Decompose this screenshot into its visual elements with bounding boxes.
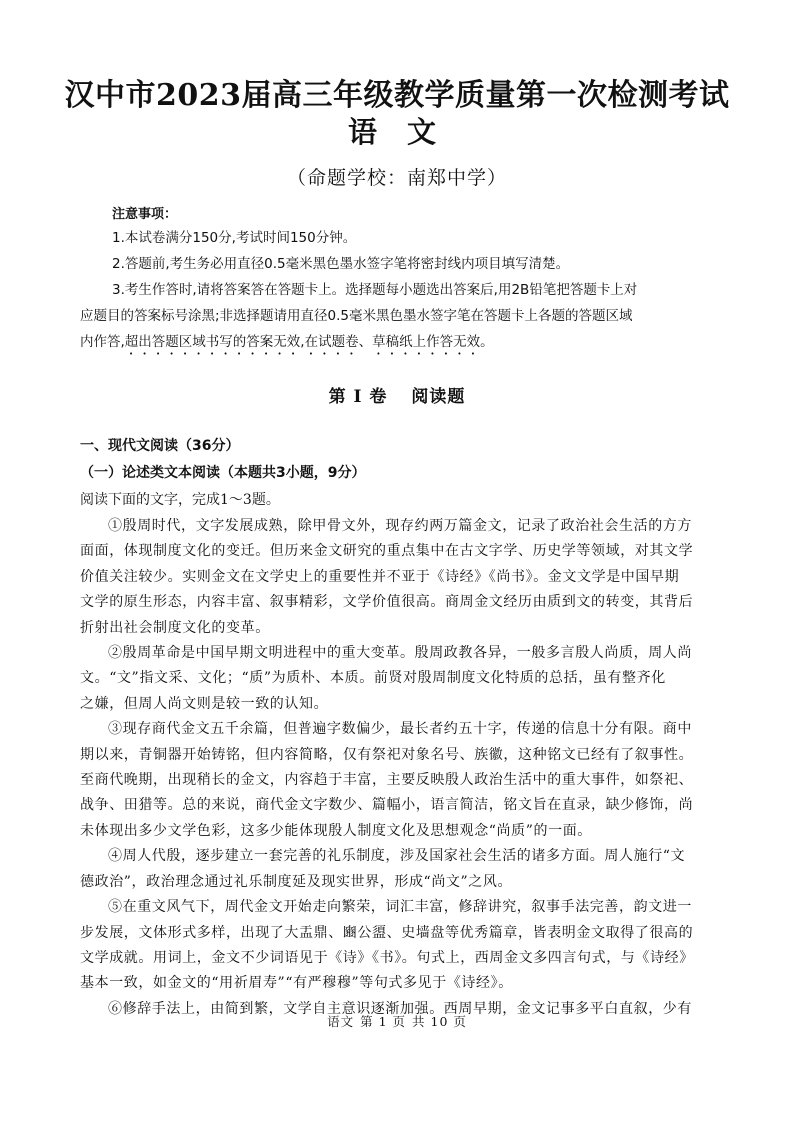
passage-line: 德政治”，政治理念通过礼乐制度延及现实世界，形成“尚文”之风。	[80, 873, 513, 890]
reading-instruction: 阅读下面的文字，完成1～3题。	[80, 492, 280, 508]
notice-heading: 注意事项：	[112, 207, 178, 222]
passage-line: 未体现出多少文学色彩，这多少能体现殷人制度文化及思想观念“尚质”的一面。	[80, 822, 592, 839]
volume-number: 第 I 卷	[328, 387, 388, 407]
passage-line: 期以来，青铜器开始铸铭，但内容简略，仅有祭祀对象名号、族徽，这种铭文已经有了叙事性。	[80, 746, 694, 763]
passage-line: 文学成就。用词上，金文不少词语见于《诗》《书》。句式上，西周金文多四言句式，与《诗经》	[80, 949, 694, 966]
notice-item-3-line-2: 应题目的答案标号涂黑;非选择题请用直径0.5毫米黑色墨水签字笔在答题卡上各题的答题区域	[80, 308, 633, 324]
passage-line: 至商代晚期，出现稍长的金文，内容趋于丰富，主要反映殷人政治生活中的重大事件，如祭祀、	[80, 772, 694, 789]
passage-line: ⑤在重文风气下，周代金文开始走向繁荣，词汇丰富，修辞讲究，叙事手法完善，韵文进一	[108, 899, 692, 916]
passage-line: 文。“文”指文采、文化；“质”为质朴、本质。前贤对殷周制度文化特质的总括，虽有整齐化	[80, 670, 666, 687]
passage-line: 步发展，文体形式多样，出现了大盂鼎、豳公盨、史墙盘等优秀篇章，皆表明金文取得了很高的	[80, 924, 694, 941]
passage-line: ⑥修辞手法上，由简到繁，文学自主意识逐渐加强。西周早期，金文记事多平白直叙，少有	[108, 1000, 692, 1017]
passage-line: 基本一致，如金文的“用祈眉寿”“有严穆穆”等句式多见于《诗经》。	[80, 975, 513, 992]
volume-heading	[0, 382, 794, 407]
passage-line: ①殷周时代，文字发展成熟，除甲骨文外，现存约两万篇金文，记录了政治社会生活的方方	[108, 518, 692, 534]
notice-item-1: 1.本试卷满分150分,考试时间150分钟。	[112, 230, 357, 246]
passage-line: ②殷周革命是中国早期文明进程中的重大变革。殷周政教各异，一般多言殷人尚质，周人尚	[108, 645, 692, 662]
passage-line: 之嫌，但周人尚文则是较一致的认知。	[80, 695, 329, 712]
passage-line: ④周人代殷，逐步建立一套完善的礼乐制度，涉及国家社会生活的诸多方面。周人施行“文	[108, 848, 686, 865]
passage-line: 折射出社会制度文化的变革。	[80, 619, 270, 636]
notice-section	[80, 205, 720, 358]
passage-line: 价值关注较少。实则金文在文学史上的重要性并不亚于《诗经》《尚书》。金文文学是中国早期	[80, 568, 680, 585]
exam-title: 汉中市2023届高三年级教学质量第一次检测考试	[64, 78, 730, 113]
footer-subject: 语文	[327, 1014, 355, 1029]
volume-name: 阅读题	[411, 387, 466, 407]
notice-text-end: 。	[480, 334, 494, 350]
setter-school: （命题学校：南郑中学）	[286, 167, 507, 189]
passage-body	[80, 514, 716, 1022]
subject-title: 语 文	[347, 115, 447, 149]
notice-text: 内作答,	[80, 334, 125, 350]
passage-line: 面面，体现制度文化的变迁。但历来金文研究的重点集中在古文字学、历史学等领域，对其文学	[80, 543, 694, 560]
notice-item-2: 2.答题前,考生务必用直径0.5毫米黑色墨水签字笔将密封线内项目填写清楚。	[112, 256, 570, 272]
footer-total: 共 10 页	[412, 1014, 467, 1029]
passage-line: 战争、田猎等。总的来说，商代金文字数少、篇幅小，语言简洁，铭文旨在直录，缺少修饰，尚	[80, 797, 694, 814]
passage-line: ③现存商代金文五千余篇，但普遍字数偏少，最长者约五十字，传递的信息十分有限。商中	[108, 721, 692, 738]
footer-page: 第 1 页	[360, 1014, 407, 1029]
subsection-heading: （一）论述类文本阅读（本题共3小题，9分）	[80, 465, 366, 481]
page-footer	[0, 1012, 794, 1030]
section-heading: 一、现代文阅读（36分）	[80, 438, 240, 454]
notice-item-3-line-3	[80, 329, 720, 358]
emphasized-warning: 超出答题区域书写的答案无效,在试题卷、草稿纸上作答无效	[124, 334, 481, 350]
passage-line: 文学的原生形态，内容丰富、叙事精彩，文学价值很高。商周金文经历由质到文的转变，其背后	[80, 594, 694, 611]
notice-item-3-line-1: 3.考生作答时,请将答案答在答题卡上。选择题每小题选出答案后,用2B铅笔把答题卡上对	[112, 282, 638, 298]
